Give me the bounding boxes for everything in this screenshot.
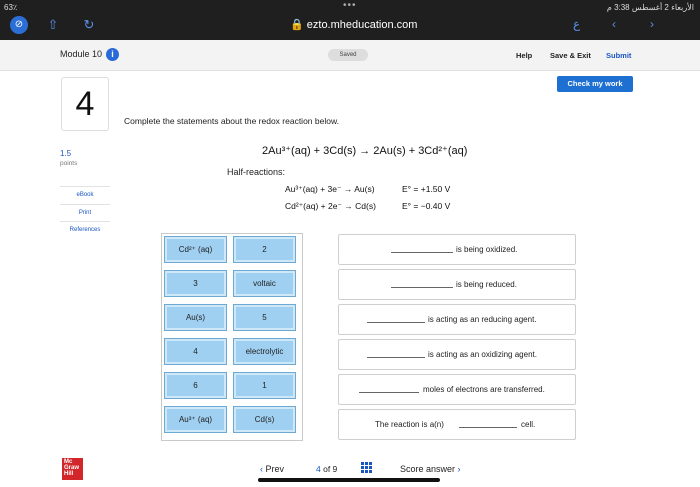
address-bar[interactable]: 🔒 ezto.mheducation.com — [290, 19, 418, 31]
submit-link[interactable]: Submit — [606, 51, 632, 60]
statement-prefix: The reaction is a(n) — [375, 420, 444, 429]
tile-electrolytic[interactable]: electrolytic — [233, 338, 296, 365]
info-icon[interactable]: i — [106, 48, 119, 61]
divider — [60, 204, 110, 205]
tile-cd-s[interactable]: Cd(s) — [233, 406, 296, 433]
potential-cd: E° = −0.40 V — [402, 201, 451, 211]
forward-icon[interactable]: › — [650, 17, 654, 31]
divider — [60, 221, 110, 222]
tile-3[interactable]: 3 — [164, 270, 227, 297]
divider — [60, 186, 110, 187]
tile-au3-aq[interactable]: Au³⁺ (aq) — [164, 406, 227, 433]
points-label: points — [60, 160, 78, 167]
tile-cd2-aq[interactable]: Cd²⁺ (aq) — [164, 236, 227, 263]
drop-blank[interactable] — [367, 322, 425, 323]
tile-1[interactable]: 1 — [233, 372, 296, 399]
question-number: 4 — [61, 77, 109, 131]
more-dots-icon[interactable]: ••• — [343, 0, 357, 11]
grid-view-icon[interactable] — [361, 462, 372, 473]
tile-2[interactable]: 2 — [233, 236, 296, 263]
save-exit-link[interactable]: Save & Exit — [550, 51, 591, 60]
check-my-work-button[interactable]: Check my work — [557, 76, 633, 92]
battery-status: 63٪ — [4, 3, 18, 12]
statement-text: is acting as an oxidizing agent. — [428, 350, 537, 359]
page-indicator[interactable] — [316, 464, 337, 474]
points-value: 1.5 — [60, 149, 72, 158]
prev-label: Prev — [265, 464, 285, 474]
statement-reduced — [338, 269, 576, 300]
saved-badge: Saved — [328, 49, 368, 61]
statement-cell-type — [338, 409, 576, 440]
prev-button[interactable] — [260, 464, 284, 474]
home-indicator — [258, 478, 440, 482]
chevron-left-icon: ‹ — [260, 464, 263, 474]
page-total: of 9 — [323, 464, 338, 474]
share-icon[interactable]: ⇧ — [47, 17, 59, 32]
statement-text: cell. — [521, 420, 536, 429]
statement-oxidized — [338, 234, 576, 265]
half-reactions-label: Half-reactions: — [227, 167, 286, 177]
mcgraw-hill-logo: Mc Graw Hill — [62, 458, 83, 480]
drop-blank[interactable] — [391, 287, 453, 288]
date-time: الأربعاء 2 أغسطس 3:38 م — [606, 3, 694, 12]
drop-blank[interactable] — [459, 427, 517, 428]
print-link[interactable]: Print — [78, 210, 92, 216]
references-link[interactable]: References — [69, 227, 101, 233]
half-reaction-au: Au³⁺(aq) + 3e⁻ → Au(s) — [285, 184, 375, 194]
drop-blank[interactable] — [359, 392, 419, 393]
tile-au-s[interactable]: Au(s) — [164, 304, 227, 331]
score-label: Score answer — [400, 464, 456, 474]
statement-text: is acting as an reducing agent. — [428, 315, 537, 324]
ebook-link[interactable]: eBook — [76, 192, 94, 198]
drop-blank[interactable] — [367, 357, 425, 358]
chevron-right-icon: › — [457, 464, 461, 474]
url-text: ezto.mheducation.com — [306, 19, 418, 31]
statement-oxidizing-agent — [338, 339, 576, 370]
translate-icon[interactable]: ع — [573, 17, 581, 31]
half-reaction-cd: Cd²⁺(aq) + 2e⁻ → Cd(s) — [285, 201, 376, 211]
statement-text: is being oxidized. — [456, 245, 518, 254]
tile-6[interactable]: 6 — [164, 372, 227, 399]
overall-reaction: 2Au³⁺(aq) + 3Cd(s) → 2Au(s) + 3Cd²⁺(aq) — [262, 145, 468, 157]
potential-au: E° = +1.50 V — [402, 184, 451, 194]
module-title: Module 10 — [60, 49, 103, 59]
page-current: 4 — [316, 464, 321, 474]
drop-blank[interactable] — [391, 252, 453, 253]
help-link[interactable]: Help — [516, 51, 533, 60]
tile-5[interactable]: 5 — [233, 304, 296, 331]
statement-text: is being reduced. — [456, 280, 517, 289]
compass-icon[interactable]: ⊘ — [10, 16, 28, 34]
statement-reducing-agent — [338, 304, 576, 335]
statement-electrons — [338, 374, 576, 405]
tile-voltaic[interactable]: voltaic — [233, 270, 296, 297]
statement-text: moles of electrons are transferred. — [423, 385, 545, 394]
tile-4[interactable]: 4 — [164, 338, 227, 365]
question-prompt: Complete the statements about the redox reaction below. — [124, 116, 339, 126]
back-icon[interactable]: ‹ — [612, 17, 616, 31]
score-answer-button[interactable] — [400, 464, 461, 474]
reload-icon[interactable]: ↻ — [83, 17, 95, 32]
